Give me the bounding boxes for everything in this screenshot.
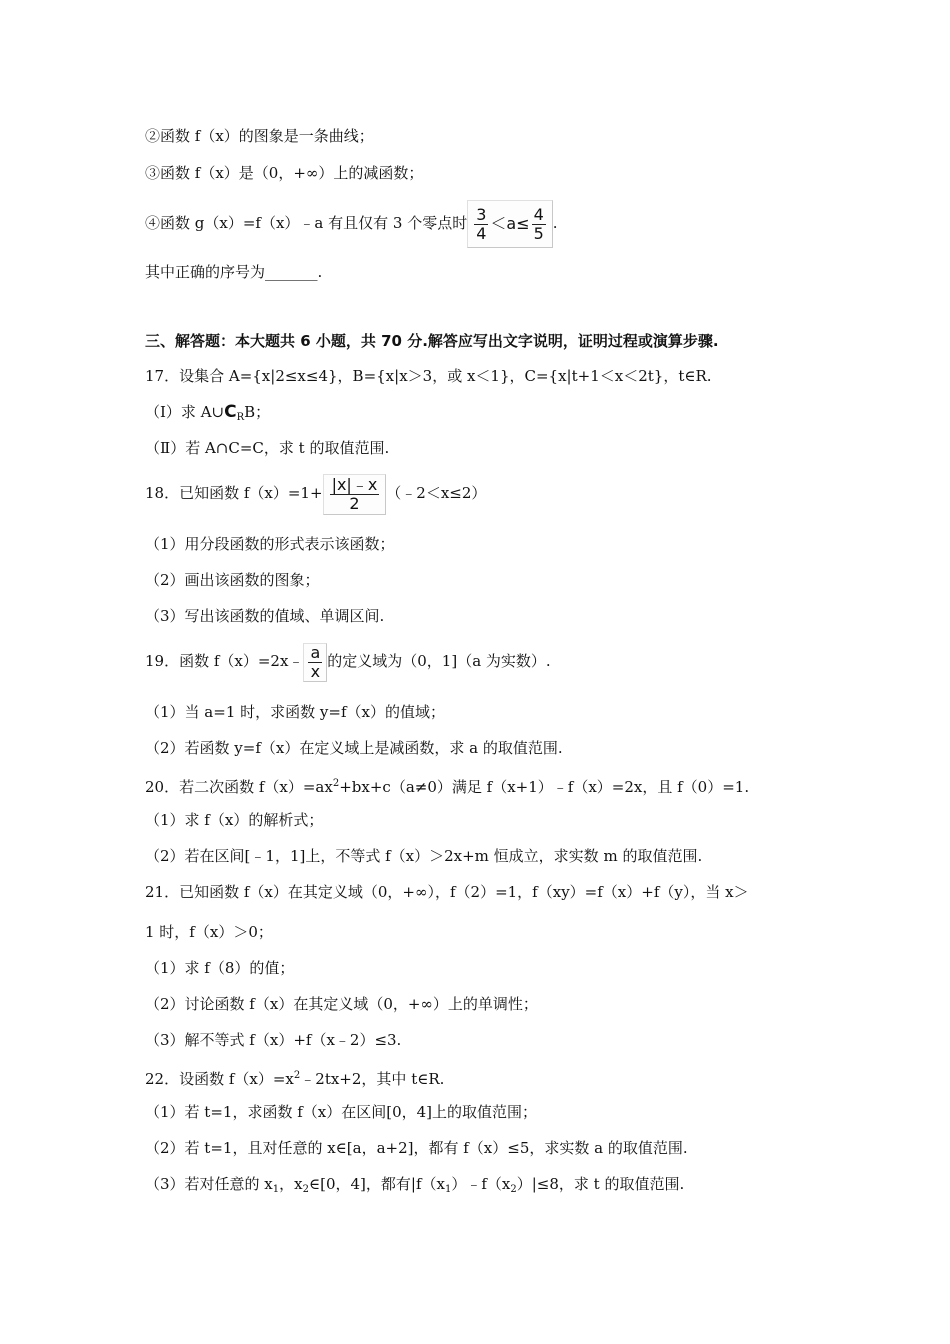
inequality-middle: ＜a≤: [490, 214, 530, 233]
question-17: 17．设集合 A={x|2≤x≤4}，B={x|x＞3，或 x＜1}，C={x|t+1＜x＜2t}，t∈R.: [145, 367, 712, 385]
statement-4-formula: [467, 200, 553, 248]
question-19-formula: [303, 643, 327, 682]
fraction-abs-x: $\frac{|x|﹣x}{2}$: [331, 474, 378, 513]
question-18-part-2: （2）画出该函数的图象；: [145, 571, 320, 589]
question-21-part-3: （3）解不等式 f（x）+f（x﹣2）≤3.: [145, 1031, 402, 1049]
statement-2: ②函数 f（x）的图象是一条曲线；: [145, 127, 374, 145]
question-22: 22．设函数 $f(x)=x^2﹣2tx+2$，其中 t∈R.: [145, 1070, 445, 1088]
question-19-part-1: （1）当 a=1 时，求函数 y=f（x）的值域；: [145, 703, 445, 721]
fraction-3-4: $\frac{3}{4}$: [476, 204, 487, 243]
question-22-part-1: （1）若 t=1，求函数 f（x）在区间[0，4]上的取值范围；: [145, 1103, 538, 1121]
statement-4: ④函数 g（x）=f（x）﹣a 有且仅有 3 个零点时 $\frac{3}{4}$ ＜a≤ $\frac{4}{5}$ .: [145, 200, 558, 248]
question-17-part-2: （Ⅱ）若 A∩C=C，求 t 的取值范围.: [145, 439, 390, 457]
question-22-part-2: （2）若 t=1，且对任意的 x∈[a，a+2]，都有 f（x）≤5，求实数 a 的取值范围.: [145, 1139, 688, 1157]
question-19-part-2: （2）若函数 y=f（x）在定义域上是减函数，求 a 的取值范围.: [145, 739, 563, 757]
section-heading: 三、解答题：本大题共 6 小题，共 70 分.解答应写出文字说明，证明过程或演算步骤.: [145, 332, 719, 350]
question-18: 18．已知函数 f（x）=1+ $\frac{|x|﹣x}{2}$ （﹣2＜x≤2）: [145, 474, 487, 513]
question-22-part-3: （3）若对任意的 $x_1$，$x_2\in[0$，4]，都有$|f(x_1)﹣f(x_2)|\le 8$，求 t 的取值范围.: [145, 1175, 685, 1195]
question-21-line-2: 1 时，f（x）＞0；: [145, 923, 273, 941]
question-20-part-1: （1）求 f（x）的解析式；: [145, 811, 324, 829]
question-18-part-1: （1）用分段函数的形式表示该函数；: [145, 535, 395, 553]
question-21-part-1: （1）求 f（8）的值；: [145, 959, 295, 977]
fraction-a-x: $\frac{a}{x}$: [310, 642, 321, 681]
question-21-part-2: （2）讨论函数 f（x）在其定义域（0，+∞）上的单调性；: [145, 995, 538, 1013]
question-17-part-1: （Ⅰ）求 $A\cup C_RB$；: [145, 402, 271, 423]
statement-4-text: ④函数 g（x）=f（x）﹣a 有且仅有 3 个零点时: [145, 214, 468, 232]
question-20: 20．若二次函数 $f(x)=ax^2+bx+c(a\ne 0)$满足 f（x+1）﹣f（x）=2x，且 f（0）=1.: [145, 778, 750, 796]
question-18-part-3: （3）写出该函数的值域、单调区间.: [145, 607, 385, 625]
answer-blank-line: 其中正确的序号为_______.: [145, 263, 323, 281]
question-19: 19．函数 f（x）=2x﹣ $\frac{a}{x}$ 的定义域为（0，1]（a 为实数）.: [145, 642, 551, 681]
fraction-4-5: $\frac{4}{5}$: [533, 204, 544, 243]
question-18-formula: [323, 474, 387, 515]
question-20-part-2: （2）若在区间[﹣1，1]上，不等式 f（x）＞2x+m 恒成立，求实数 m 的取值范围.: [145, 847, 703, 865]
statement-3: ③函数 f（x）是（0，+∞）上的减函数；: [145, 164, 424, 182]
question-21-line-1: 21．已知函数 f（x）在其定义域（0，+∞），f（2）=1，f（xy）=f（x）+f（y），当 x＞: [145, 883, 749, 901]
